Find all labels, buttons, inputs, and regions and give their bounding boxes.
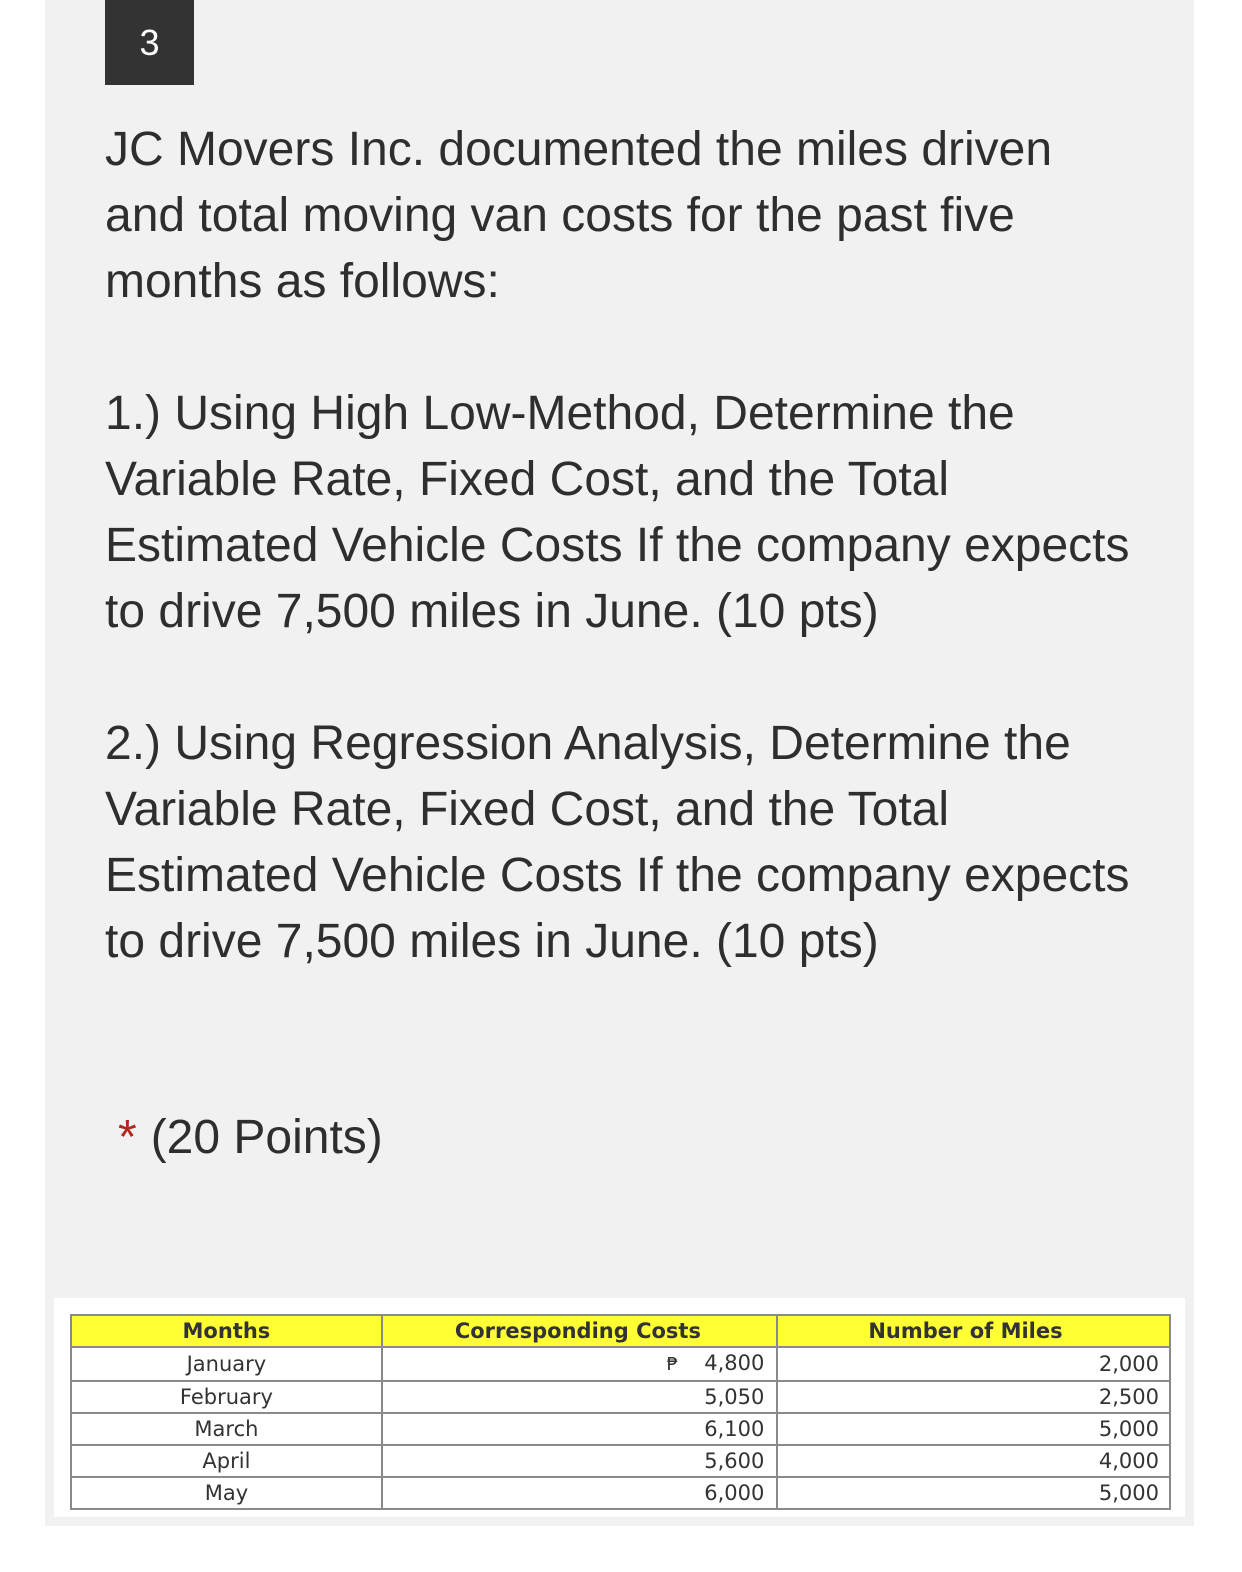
question-part-2: 2.) Using Regression Analysis, Determine the Variable Rate, Fixed Cost, and the Total Estimated Vehicle Costs If the company expects to drive 7,500 miles in June. (10 pts): [105, 717, 1130, 968]
miles-cell: 4,000: [777, 1445, 1170, 1477]
table-row: [71, 1381, 1170, 1413]
table-row: [71, 1347, 1170, 1381]
month-cell: February: [71, 1381, 382, 1413]
month-cell: January: [71, 1347, 382, 1381]
points-label: (20 Points): [150, 1111, 383, 1164]
data-table-image: [54, 1298, 1185, 1517]
table-header-row: [71, 1315, 1170, 1347]
cost-miles-table: [70, 1314, 1171, 1510]
header-miles: Number of Miles: [777, 1315, 1170, 1347]
cost-cell: 5,600: [382, 1445, 778, 1477]
miles-cell: 2,000: [777, 1347, 1170, 1381]
cost-cell: [382, 1347, 778, 1381]
question-text: [105, 117, 1145, 975]
peso-sign: ₱: [666, 1354, 679, 1375]
header-months: Months: [71, 1315, 382, 1347]
question-number-badge: [105, 0, 194, 85]
month-cell: April: [71, 1445, 382, 1477]
table-row: [71, 1413, 1170, 1445]
question-intro: JC Movers Inc. documented the miles driven and total moving van costs for the past five months as follows:: [105, 123, 1053, 308]
table-row: [71, 1445, 1170, 1477]
miles-cell: 5,000: [777, 1413, 1170, 1445]
cost-value: 4,800: [704, 1351, 765, 1375]
miles-cell: 5,000: [777, 1477, 1170, 1509]
miles-cell: 2,500: [777, 1381, 1170, 1413]
header-costs: Corresponding Costs: [382, 1315, 778, 1347]
cost-cell: 5,050: [382, 1381, 778, 1413]
question-points: [118, 1105, 383, 1171]
month-cell: May: [71, 1477, 382, 1509]
question-part-1: 1.) Using High Low-Method, Determine the Variable Rate, Fixed Cost, and the Total Estimated Vehicle Costs If the company expects to drive 7,500 miles in June. (10 pts): [105, 387, 1130, 638]
month-cell: March: [71, 1413, 382, 1445]
cost-cell: 6,000: [382, 1477, 778, 1509]
cost-cell: 6,100: [382, 1413, 778, 1445]
question-number: 3: [139, 21, 160, 63]
table-row: [71, 1477, 1170, 1509]
required-marker: *: [118, 1111, 137, 1164]
